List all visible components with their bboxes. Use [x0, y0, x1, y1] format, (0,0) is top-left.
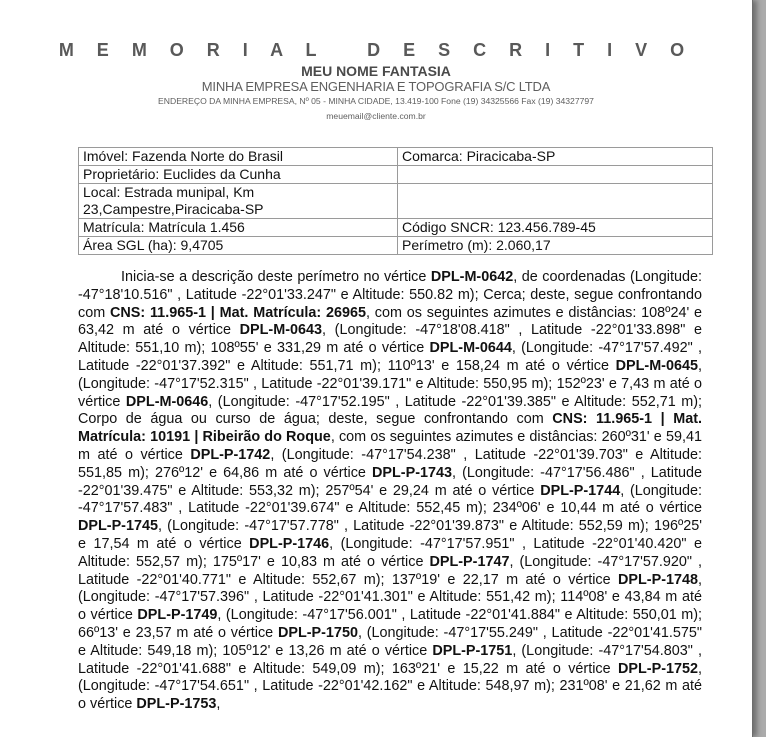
description-bold-segment: DPL-P-1750: [277, 624, 358, 641]
company-email: meuemail@cliente.com.br: [326, 111, 426, 121]
description-bold-segment: DPL-M-0642: [430, 269, 514, 285]
description-bold-segment: CNS: 11.965-1 | Mat. Matrícula: 10191 | Ribeirão do Roque: [78, 411, 702, 446]
description-bold-segment: DPL-P-1752: [618, 660, 698, 677]
empty-cell: [398, 166, 713, 184]
description-segment: , (Longitude: -47°17'57.951" , Latitude -22°01'40.420" e Altitude: 552,57 m); 175º17' e 10,83 m até o vértice: [78, 535, 703, 570]
description-segment: , (Longitude: -47°17'54.803" , Latitude -22°01'41.688" e Altitude: 549,09 m); 163º21' e 15,22 m até o vértice: [78, 642, 702, 677]
info-row: [79, 219, 713, 237]
empty-cell: [398, 184, 713, 219]
description-segment: , com os seguintes azimutes e distâncias: 260º31' e 59,41 m até o vértice: [78, 429, 702, 463]
description-segment: , (Longitude: -47°18'08.418" , Latitude -22°01'33.898" e Altitude: 551,10 m); 108º55' e 331,29 m até o vértice: [78, 322, 702, 357]
description-segment: , (Longitude: -47°17'55.249" , Latitude -22°01'41.575" e Altitude: 549,18 m); 105º12' e 13,26 m até o vértice: [78, 624, 702, 659]
description-segment: , (Longitude: -47°17'57.483" , Latitude -22°01'39.674" e Altitude: 552,45 m); 234º06' e 10,44 m até o vértice: [78, 482, 702, 517]
description-segment: , (Longitude: -47°17'57.396" , Latitude -22°01'41.301" e Altitude: 551,42 m); 114º08' e 43,84 m até o vértice: [78, 571, 702, 624]
document-title: M E M O R I A L D E S C R I T I V O: [58, 40, 694, 60]
local-cell: Local: Estrada munipal, Km 23,Campestre,Piracicaba-SP: [79, 184, 398, 219]
property-info-table: [78, 147, 713, 255]
description-segment: , (Longitude: -47°17'56.001" , Latitude -22°01'41.884" e Altitude: 550,01 m); 66º13' e 23,57 m até o vértice: [78, 607, 703, 641]
description-bold-segment: DPL-M-0644: [429, 340, 512, 357]
description-bold-segment: DPL-P-1751: [432, 642, 513, 659]
matricula-cell: Matrícula: Matrícula 1.456: [79, 219, 398, 237]
info-row: [79, 166, 713, 184]
info-row: [79, 237, 713, 255]
info-row: [79, 148, 713, 166]
description-bold-segment: DPL-P-1743: [372, 464, 452, 481]
perimetro-cell: Perímetro (m): 2.060,17: [398, 237, 713, 255]
description-bold-segment: DPL-M-0643: [239, 322, 323, 339]
area-cell: Área SGL (ha): 9,4705: [79, 237, 398, 255]
company-address: ENDEREÇO DA MINHA EMPRESA, Nº 05 - MINHA CIDADE, 13.419-100 Fone (19) 34325566 Fax (19) 34327797: [158, 96, 594, 106]
description-bold-segment: DPL-P-1744: [540, 482, 621, 499]
description-bold-segment: DPL-P-1749: [137, 607, 218, 624]
description-bold-segment: DPL-M-0645: [615, 357, 698, 374]
imovel-cell: Imóvel: Fazenda Norte do Brasil: [79, 148, 398, 166]
description-bold-segment: CNS: 11.965-1 | Mat. Matrícula: 26965: [110, 304, 366, 321]
description-bold-segment: DPL-M-0646: [125, 393, 209, 410]
description-segment: , (Longitude: -47°17'57.778" , Latitude -22°01'39.873" e Altitude: 552,59 m); 196º25' e 17,54 m até o vértice: [78, 518, 702, 552]
description-segment: , (Longitude: -47°17'54.651" , Latitude -22°01'42.162" e Altitude: 548,97 m); 231º08' e 21,62 m até o vértice: [78, 660, 702, 713]
description-bold-segment: DPL-P-1746: [249, 535, 330, 552]
info-row: [79, 184, 713, 219]
description-segment: , com os seguintes azimutes e distâncias: 108º24' e 63,42 m até o vértice: [78, 304, 703, 339]
description-bold-segment: DPL-P-1748: [618, 571, 698, 588]
description-bold-segment: DPL-P-1753: [136, 696, 217, 713]
comarca-cell: Comarca: Piracicaba-SP: [398, 148, 713, 166]
perimeter-description: [78, 269, 702, 714]
description-segment: , (Longitude: -47°17'52.315" , Latitude -22°01'39.171" e Altitude: 550,95 m); 152º23' e 7,43 m até o vértice: [78, 357, 702, 410]
description-segment: , (Longitude: -47°17'56.486" , Latitude -22°01'39.475" e Altitude: 553,32 m); 257º54' e 29,24 m até o vértice: [78, 464, 703, 499]
codigo-sncr-cell: Código SNCR: 123.456.789-45: [398, 219, 713, 237]
description-segment: ,: [216, 696, 221, 713]
description-bold-segment: DPL-P-1742: [190, 446, 271, 463]
description-bold-segment: DPL-P-1747: [429, 553, 510, 570]
description-segment: , (Longitude: -47°17'54.238" , Latitude -22°01'39.703" e Altitude: 551,85 m); 276º12' e 64,86 m até o vértice: [78, 446, 702, 481]
description-segment: , (Longitude: -47°17'57.920" , Latitude -22°01'40.771" e Altitude: 552,67 m); 137º19' e 22,17 m até o vértice: [78, 553, 702, 588]
description-segment: , de coordenadas (Longitude: -47°18'10.516" , Latitude -22°01'33.247" e Altitude: 550.82 m); Cerca; deste, segue confrontando com: [78, 269, 702, 321]
fantasy-name: MEU NOME FANTASIA: [301, 63, 451, 79]
proprietario-cell: Proprietário: Euclides da Cunha: [79, 166, 398, 184]
description-segment: Inicia-se a descrição deste perímetro no vértice: [121, 269, 431, 285]
company-name: MINHA EMPRESA ENGENHARIA E TOPOGRAFIA S/C LTDA: [201, 79, 551, 94]
description-segment: , (Longitude: -47°17'52.195" , Latitude -22°01'39.385" e Altitude: 552,71 m); Corpo de água ou curso de água; deste, segue confrontando com: [78, 393, 702, 428]
description-segment: , (Longitude: -47°17'57.492" , Latitude -22°01'37.392" e Altitude: 551,71 m); 110º13' e 158,24 m até o vértice: [78, 340, 702, 374]
description-bold-segment: DPL-P-1745: [78, 518, 158, 535]
